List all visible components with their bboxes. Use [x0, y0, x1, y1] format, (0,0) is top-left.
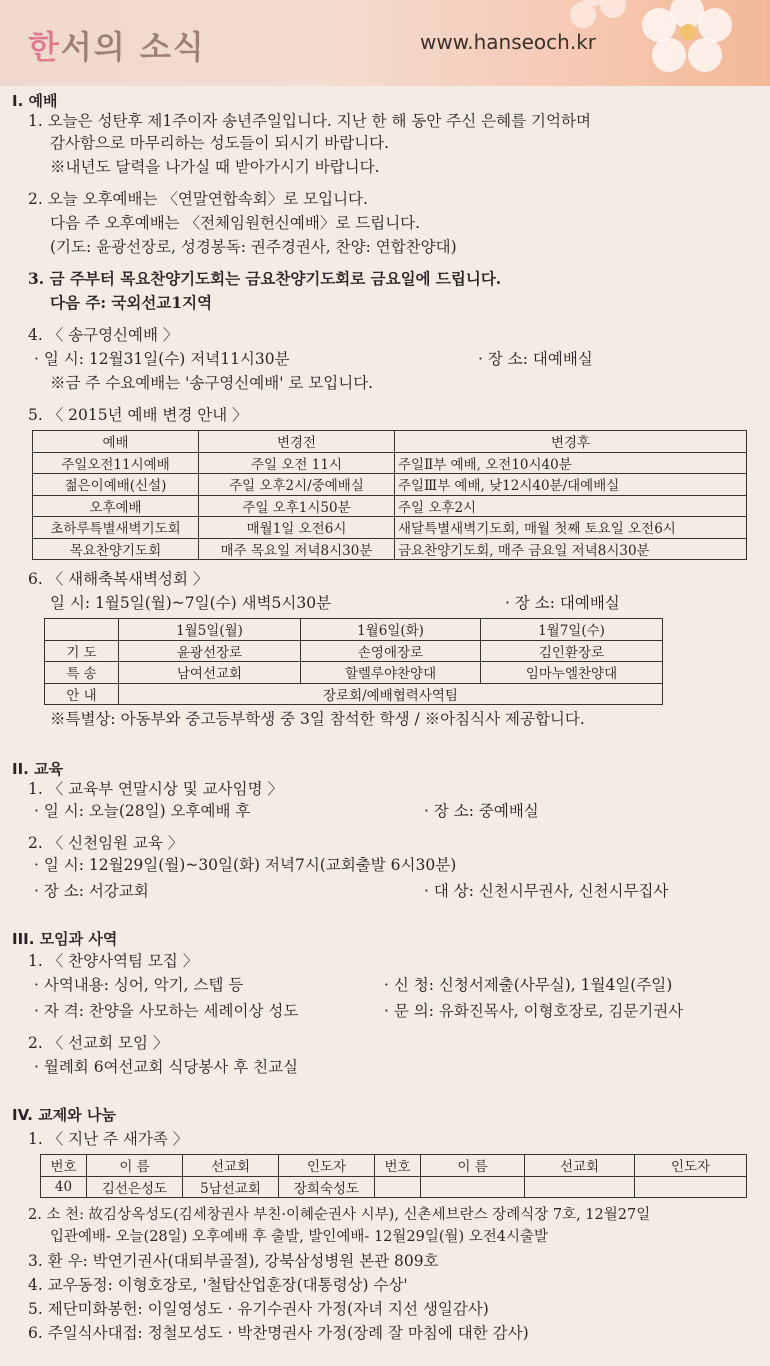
- text-line: ※특별상: 아동부와 중고등부학생 중 3일 참석한 학생 / ※아침식사 제공합니다.: [50, 710, 585, 728]
- text-line: · 일 시: 12월31일(수) 저녁11시30분: [34, 350, 290, 368]
- text-line: · 장 소: 서강교회: [34, 882, 149, 900]
- table-cell: 주일 오후1시50분: [199, 495, 395, 517]
- table-header-row: [45, 619, 663, 641]
- table-cell: 남여선교회: [119, 662, 301, 684]
- table-cell: 안 내: [45, 683, 119, 705]
- text-line: ※금 주 수요예배는 '송구영신예배' 로 모입니다.: [50, 374, 374, 392]
- table-cell: 주일Ⅲ부 예배, 낮12시40분/대예배실: [395, 474, 747, 496]
- table-cell: 기 도: [45, 640, 119, 662]
- table-cell: [635, 1176, 747, 1198]
- table-header-cell: 1월7일(수): [481, 619, 663, 641]
- table-header-cell: 인도자: [279, 1155, 375, 1177]
- text-line: 1. 〈 지난 주 새가족 〉: [28, 1130, 189, 1148]
- table-header-cell: 번호: [41, 1155, 87, 1177]
- text-line: ※내년도 달력을 나가실 때 받아가시기 바랍니다.: [50, 158, 380, 176]
- text-line: 입관예배- 오늘(28일) 오후예배 후 출발, 발인예배- 12월29일(월) 오전4시출발: [50, 1229, 549, 1245]
- table-cell: 주일 오후2시/중예배실: [199, 474, 395, 496]
- text-line: · 장 소: 대예배실: [505, 594, 620, 612]
- table-header-cell: 변경전: [199, 431, 395, 453]
- table-header-row: [33, 431, 747, 453]
- table-cell: 매주 목요일 저녁8시30분: [199, 538, 395, 560]
- table-header-cell: 예배: [33, 431, 199, 453]
- table-cell: 5남선교회: [183, 1176, 279, 1198]
- table-header-row: [41, 1155, 747, 1177]
- section-heading: III. 모임과 사역: [12, 930, 118, 948]
- table-header-cell: 1월6일(화): [301, 619, 481, 641]
- text-line: · 월례회 6여선교회 식당봉사 후 친교실: [34, 1058, 299, 1076]
- text-line: · 자 격: 찬양을 사모하는 세례이상 성도: [34, 1002, 299, 1020]
- text-line: · 사역내용: 싱어, 악기, 스텝 등: [34, 976, 244, 994]
- table-cell: [525, 1176, 635, 1198]
- text-line: 다음 주 오후예배는 〈전체임원헌신예배〉로 드립니다.: [50, 214, 421, 232]
- text-line: 1. 〈 찬양사역팀 모집 〉: [28, 952, 199, 970]
- text-line: 4. 〈 송구영신예배 〉: [28, 326, 179, 344]
- table-cell: [375, 1176, 421, 1198]
- table-header-cell: 선교회: [183, 1155, 279, 1177]
- title-rest: 서의 소식: [60, 28, 206, 66]
- table-cell: 할렐루야찬양대: [301, 662, 481, 684]
- text-line: · 대 상: 신천시무권사, 신천시무집사: [424, 882, 669, 900]
- text-line: 3. 환 우: 박연기권사(대퇴부골절), 강북삼성병원 본관 809호: [28, 1252, 439, 1270]
- text-line: 5. 〈 2015년 예배 변경 안내 〉: [28, 406, 248, 424]
- table-header-cell: 이 름: [87, 1155, 183, 1177]
- text-line: 2. 〈 선교회 모임 〉: [28, 1034, 169, 1052]
- text-line: · 일 시: 12월29일(월)~30일(화) 저녁7시(교회출발 6시30분): [34, 856, 457, 874]
- table-row: [45, 662, 663, 684]
- table-cell: 주일오전11시예배: [33, 452, 199, 474]
- text-line: · 문 의: 유화진목사, 이형호장로, 김문기권사: [384, 1002, 684, 1020]
- table-cell: 목요찬양기도회: [33, 538, 199, 560]
- section-heading: I. 예배: [12, 92, 58, 110]
- table-cell: 김선은성도: [87, 1176, 183, 1198]
- table-header-cell: [45, 619, 119, 641]
- table-cell: 새달특별새벽기도회, 매월 첫째 토요일 오전6시: [395, 517, 747, 539]
- header-banner: [0, 0, 770, 86]
- table-cell: 젊은이예배(신설): [33, 474, 199, 496]
- text-line: · 장 소: 대예배실: [478, 350, 593, 368]
- table-row: [33, 538, 747, 560]
- table-header-cell: 인도자: [635, 1155, 747, 1177]
- table-cell: 특 송: [45, 662, 119, 684]
- table-cell: 임마누엘찬양대: [481, 662, 663, 684]
- table-cell: [421, 1176, 525, 1198]
- text-line: 감사함으로 마무리하는 성도들이 되시기 바랍니다.: [50, 134, 390, 152]
- text-line: · 장 소: 중예배실: [424, 802, 539, 820]
- table-row: [33, 517, 747, 539]
- table-cell: 김인환장로: [481, 640, 663, 662]
- table-header-cell: 번호: [375, 1155, 421, 1177]
- table-cell: 매월1일 오전6시: [199, 517, 395, 539]
- table-row: [41, 1176, 747, 1198]
- table-cell: 장희숙성도: [279, 1176, 375, 1198]
- text-line: 2. 오늘 오후예배는 〈연말연합속회〉로 모입니다.: [28, 190, 368, 208]
- text-line: 2. 소 천: 故김상옥성도(김세창권사 부친·이혜순권사 시부), 신촌세브란스 장례식장 7호, 12월27일: [28, 1207, 651, 1223]
- site-url: www.hanseoch.kr: [420, 30, 596, 54]
- table-cell: 장로회/예배협력사역팀: [119, 683, 663, 705]
- table-header-cell: 변경후: [395, 431, 747, 453]
- schedule-change-table: [32, 430, 747, 560]
- text-line: 다음 주: 국외선교1지역: [50, 293, 213, 312]
- table-header-cell: 이 름: [421, 1155, 525, 1177]
- table-cell: 초하루특별새벽기도회: [33, 517, 199, 539]
- text-line: 6. 주일식사대접: 정철모성도 · 박찬명권사 가정(장례 잘 마침에 대한 감사): [28, 1324, 529, 1342]
- text-line: 1. 오늘은 성탄후 제1주이자 송년주일입니다. 지난 한 해 동안 주신 은혜를 기억하며: [28, 112, 591, 130]
- table-cell: 주일 오전 11시: [199, 452, 395, 474]
- title-highlight: 한: [28, 28, 61, 66]
- text-line: 1. 〈 교육부 연말시상 및 교사임명 〉: [28, 780, 284, 798]
- table-cell: 윤광선장로: [119, 640, 301, 662]
- new-members-table: [40, 1154, 747, 1198]
- text-line: · 신 청: 신청서제출(사무실), 1월4일(주일): [384, 976, 673, 994]
- table-cell: 주일 오후2시: [395, 495, 747, 517]
- flower-decoration: [640, 0, 760, 84]
- table-header-cell: 선교회: [525, 1155, 635, 1177]
- section-heading: IV. 교제와 나눔: [12, 1106, 116, 1124]
- text-line: 일 시: 1월5일(월)~7일(수) 새벽5시30분: [50, 594, 332, 612]
- text-line: 5. 제단미화봉헌: 이일영성도 · 유기수권사 가정(자녀 지선 생일감사): [28, 1300, 489, 1318]
- table-header-cell: 1월5일(월): [119, 619, 301, 641]
- table-row: [33, 495, 747, 517]
- text-line: 2. 〈 신천임원 교육 〉: [28, 834, 184, 852]
- table-row: [45, 683, 663, 705]
- table-cell: 오후예배: [33, 495, 199, 517]
- table-cell: 손영애장로: [301, 640, 481, 662]
- table-cell: 금요찬양기도회, 매주 금요일 저녁8시30분: [395, 538, 747, 560]
- table-row: [45, 640, 663, 662]
- table-row: [33, 452, 747, 474]
- text-line: (기도: 윤광선장로, 성경봉독: 권주경권사, 찬양: 연합찬양대): [50, 238, 457, 256]
- text-line: 4. 교우동정: 이형호장로, '철탑산업훈장(대통령상) 수상': [28, 1276, 408, 1294]
- text-line: 6. 〈 새해축복새벽성회 〉: [28, 570, 209, 588]
- dawn-service-table: [44, 618, 663, 705]
- text-line: 3. 금 주부터 목요찬양기도회는 금요찬양기도회로 금요일에 드립니다.: [28, 269, 502, 288]
- text-line: · 일 시: 오늘(28일) 오후예배 후: [34, 802, 251, 820]
- section-heading: II. 교육: [12, 760, 64, 778]
- table-row: [33, 474, 747, 496]
- table-cell: 40: [41, 1176, 87, 1198]
- table-cell: 주일Ⅱ부 예배, 오전10시40분: [395, 452, 747, 474]
- page-title: [28, 22, 206, 68]
